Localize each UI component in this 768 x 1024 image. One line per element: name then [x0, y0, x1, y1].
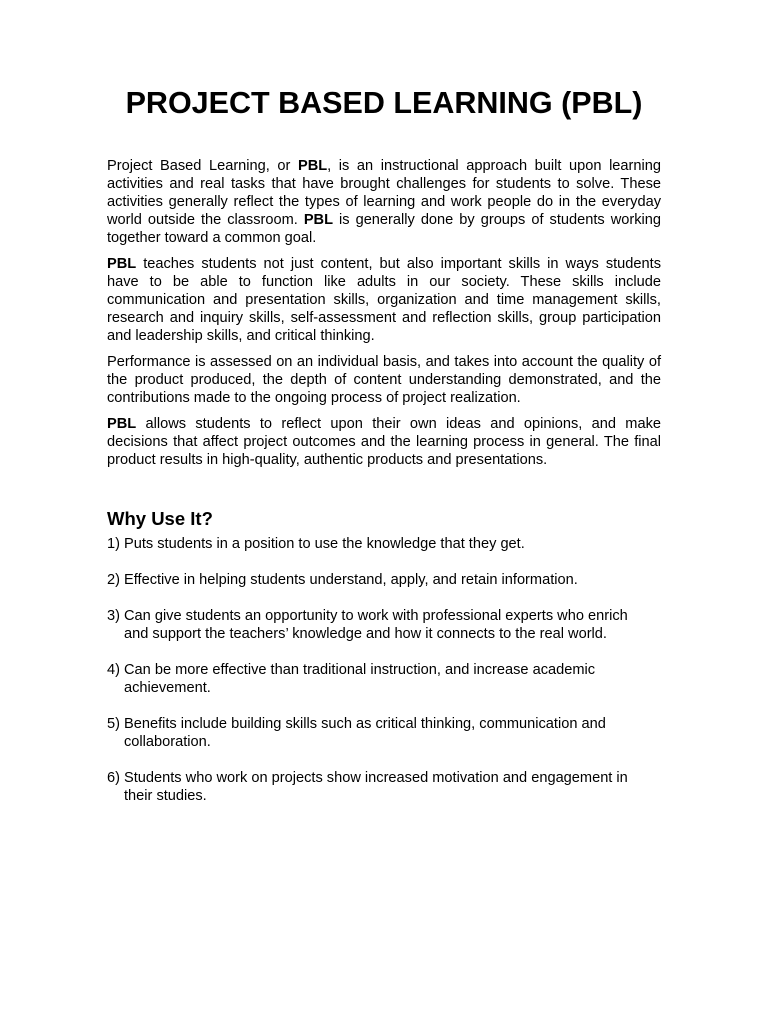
- reason-item: [107, 571, 661, 589]
- reason-text: Benefits include building skills such as critical thinking, communication and collaboration.: [124, 716, 606, 750]
- reason-number: 5): [107, 716, 120, 732]
- reason-text: Puts students in a position to use the knowledge that they get.: [124, 536, 525, 552]
- intro-paragraph: [107, 255, 661, 345]
- paragraph-text: Performance is assessed on an individual basis, and takes into account the quality of the product produced, the depth of content understanding demonstrated, and the contributions made to the ongoing process of project realization.: [107, 354, 661, 406]
- reason-item: [107, 769, 661, 805]
- bold-term: PBL: [107, 256, 137, 272]
- reason-text: Effective in helping students understand, apply, and retain information.: [124, 572, 578, 588]
- reason-text: Students who work on projects show increased motivation and engagement in their studies.: [124, 770, 628, 804]
- reason-text: Can give students an opportunity to work with professional experts who enrich and support the teachers’ knowledge and how it connects to the real world.: [124, 608, 628, 642]
- paragraph-text: teaches students not just content, but also important skills in ways students have to be able to function like adults in our society. These skills include communication and presentation skills, organization and time management skills, research and inquiry skills, self-assessment and reflection skills, group participation and leadership skills, and critical thinking.: [107, 256, 661, 344]
- reason-number: 4): [107, 662, 120, 678]
- bold-term: PBL: [297, 158, 328, 174]
- intro-section: [107, 157, 661, 469]
- paragraph-text: , is an instructional approach built upon learning activities and real tasks that have brought challenges for students to solve. These activities generally reflect the types of learning and work people do in the everyday world outside the classroom.: [107, 158, 661, 228]
- paragraph-text: is generally done by groups of students working together toward a common goal.: [107, 212, 661, 246]
- reason-item: [107, 535, 661, 553]
- paragraph-text: Project Based Learning, or: [107, 158, 298, 174]
- reason-number: 6): [107, 770, 120, 786]
- intro-paragraph: [107, 415, 661, 469]
- reason-item: [107, 715, 661, 751]
- reason-number: 2): [107, 572, 120, 588]
- reasons-list: [107, 535, 661, 805]
- bold-term: PBL: [303, 212, 334, 228]
- bold-term: PBL: [107, 416, 137, 432]
- section-heading-why-use-it: Why Use It?: [107, 508, 213, 529]
- reason-item: [107, 607, 661, 643]
- reason-text: Can be more effective than traditional instruction, and increase academic achievement.: [124, 662, 596, 696]
- reason-item: [107, 661, 661, 697]
- reason-number: 1): [107, 536, 120, 552]
- reason-number: 3): [107, 608, 120, 624]
- document-page: [107, 84, 661, 823]
- intro-paragraph: [107, 353, 661, 407]
- paragraph-text: allows students to reflect upon their own ideas and opinions, and make decisions that affect project outcomes and the learning process in general. The final product results in high-quality, authentic products and presentations.: [107, 416, 661, 468]
- intro-paragraph: [107, 157, 661, 247]
- document-title: PROJECT BASED LEARNING (PBL): [125, 86, 643, 120]
